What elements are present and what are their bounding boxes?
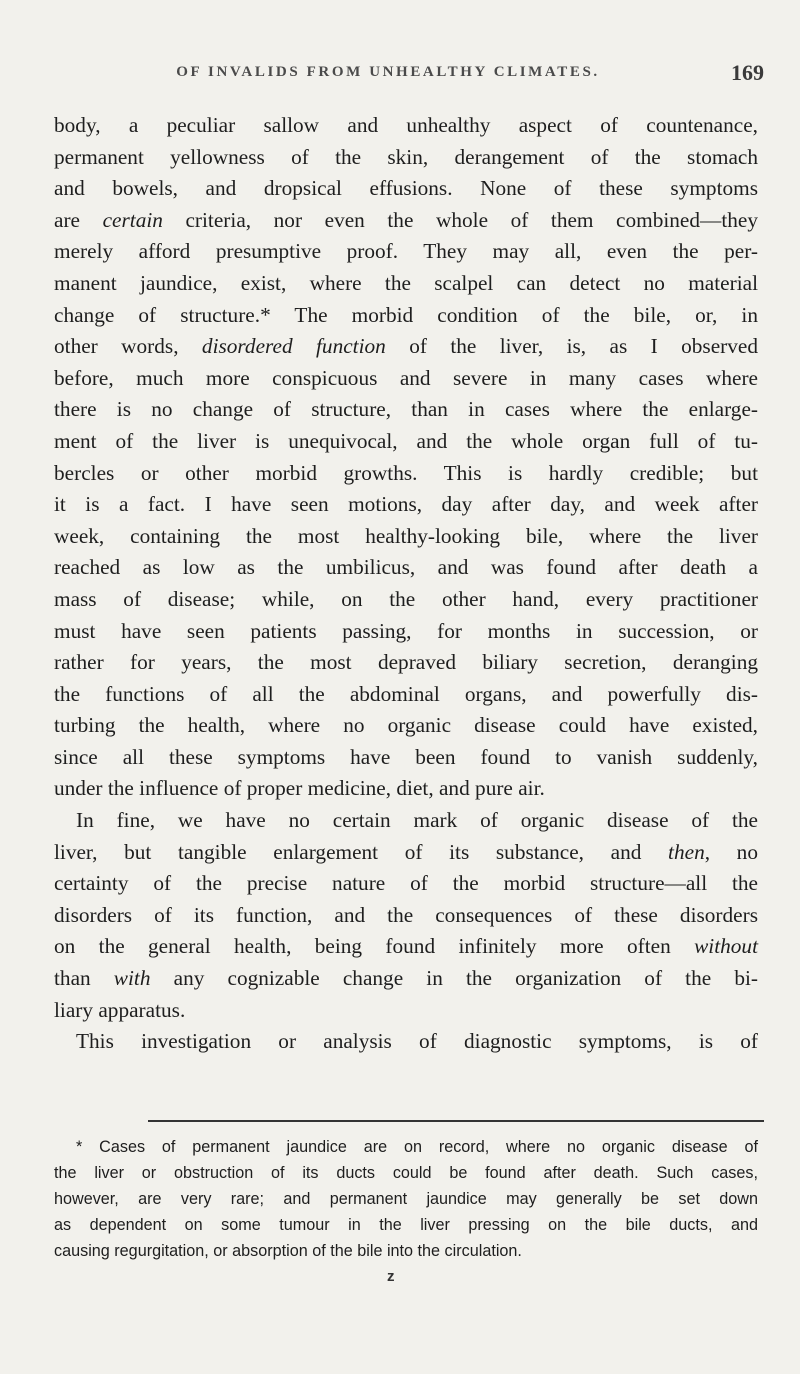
text-line: there is no change of structure, than in cases where the enlarge- [54,397,758,422]
text-line: permanent yellowness of the skin, derangement of the stomach [54,144,758,169]
text-line: This investigation or analysis of diagnostic symptoms, is of [76,1029,758,1054]
running-head [88,58,768,88]
text-line: rather for years, the most depraved biliary secretion, deranging [54,650,758,675]
text-line: under the influence of proper medicine, diet, and pure air. [54,776,545,801]
text-line: than with any cognizable change in the organization of the bi- [54,966,758,991]
text-line: it is a fact. I have seen motions, day after day, and week after [54,492,758,517]
page-number: 169 [731,60,764,85]
text-line: other words, disordered function of the liver, is, as I observed [54,334,758,359]
text-line: disorders of its function, and the consequences of these disorders [54,902,758,927]
italic-emphasis: then [668,839,705,864]
text-line: liver, but tangible enlargement of its substance, and then, no [54,839,758,864]
italic-emphasis: without [694,934,758,959]
text-line: ment of the liver is unequivocal, and the whole organ full of tu- [54,428,758,453]
text-line: are certain criteria, nor even the whole of them combined—they [54,207,758,232]
footnote-divider [148,1120,764,1122]
text-line: on the general health, being found infinitely more often without [54,934,758,959]
text-line: the functions of all the abdominal organs, and powerfully dis- [54,681,758,706]
italic-emphasis: disordered function [201,334,386,359]
text-line: liary apparatus. [54,997,186,1022]
text-line: body, a peculiar sallow and unhealthy aspect of countenance, [54,113,758,137]
text-line: mass of disease; while, on the other hand, every practitioner [54,586,758,611]
footnote-line: causing regurgitation, or absorption of the bile into the circulation. [54,1242,522,1260]
text-line: reached as low as the umbilicus, and was found after death a [54,555,758,580]
text-line: and bowels, and dropsical effusions. None of these symptoms [54,176,758,201]
signature-mark: z [387,1268,395,1285]
body-text [54,110,758,1058]
footnote-line: the liver or obstruction of its ducts could be found after death. Such cases, [54,1164,758,1182]
running-title: OF INVALIDS FROM UNHEALTHY CLIMATES. [176,64,600,80]
footnote-line: as dependent on some tumour in the liver pressing on the bile ducts, and [54,1216,758,1234]
text-line: certainty of the precise nature of the morbid structure—all the [54,871,758,896]
italic-emphasis: with [113,966,151,991]
text-line: must have seen patients passing, for months in succession, or [54,618,758,643]
text-line: change of structure.* The morbid condition of the bile, or, in [54,302,758,327]
text-line: bercles or other morbid growths. This is hardly credible; but [54,460,758,485]
text-line: manent jaundice, exist, where the scalpel can detect no material [54,270,758,295]
text-line: before, much more conspicuous and severe in many cases where [54,365,758,390]
text-line: turbing the health, where no organic disease could have existed, [54,713,758,738]
text-line: merely afford presumptive proof. They may all, even the per- [54,239,758,264]
footnote-line: * Cases of permanent jaundice are on record, where no organic disease of [76,1138,758,1156]
text-line: week, containing the most healthy-looking bile, where the liver [54,523,758,548]
text-line: since all these symptoms have been found to vanish suddenly, [54,744,758,769]
footnote [54,1134,758,1264]
text-line: In fine, we have no certain mark of organic disease of the [76,808,758,833]
italic-emphasis: certain [102,207,163,232]
footnote-line: however, are very rare; and permanent jaundice may generally be set down [54,1190,758,1208]
